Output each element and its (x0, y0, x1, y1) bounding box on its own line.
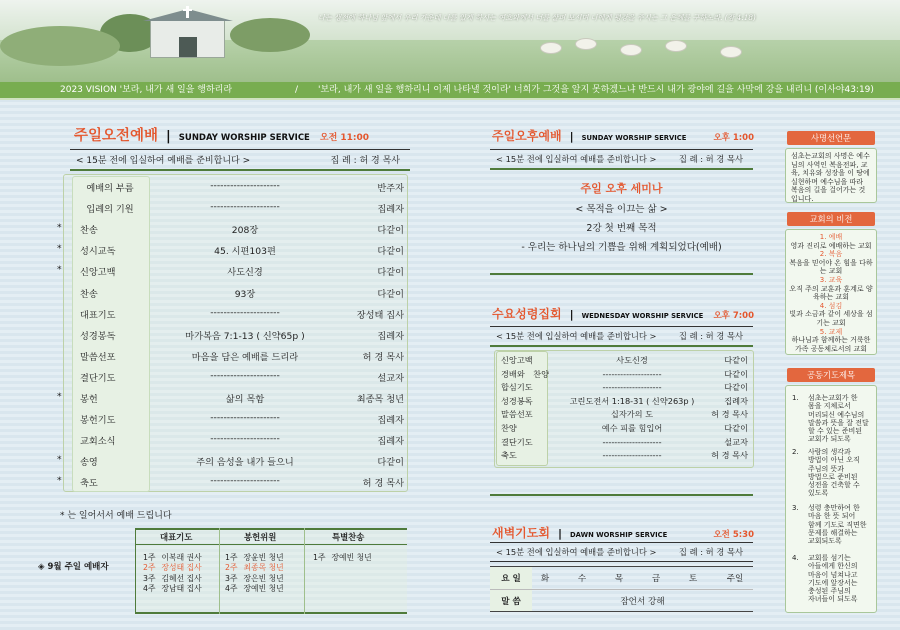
order-detail: -------------------- (602, 382, 662, 393)
prayer-number: 1. (792, 394, 799, 402)
wednesday-order-row (497, 369, 752, 381)
morning-subheader (70, 149, 410, 171)
order-person: 집례자 (377, 330, 404, 342)
member-week: 2주 (143, 563, 156, 573)
order-detail: 고린도전서 1:18-31 ( 신약263p ) (569, 395, 695, 406)
dawn-leader: 집 례 : 허 경 목사 (678, 547, 743, 557)
wednesday-leader: 집 례 : 허 경 목사 (678, 331, 743, 341)
prayer-text: 사람의 생각과 방법이 아닌 오직 주님의 뜻과 방법으로 준비된 성전을 건축할 수 있도록 (808, 448, 860, 498)
morning-title-en: SUNDAY WORSHIP SERVICE (178, 133, 310, 143)
order-detail: --------------------- (210, 201, 280, 213)
wednesday-order-row (497, 423, 752, 435)
standing-note: * 는 일어서서 예배 드립니다 (60, 511, 172, 521)
member-name: 장예빈 청년 (243, 583, 284, 593)
seminar-subtitle: < 목적을 이끄는 삶 > (575, 204, 668, 215)
morning-title-sep: | (166, 129, 171, 144)
wednesday-order-row (497, 396, 752, 408)
wednesday-prep-note: < 15분 전에 입실하여 예배를 준비합니다 > (496, 331, 657, 341)
member-name: 최종목 청년 (243, 563, 284, 573)
dawn-day: 화 (540, 574, 550, 584)
members-divider (304, 528, 305, 614)
member-week: 2주 (225, 563, 238, 573)
afternoon-title-sep: | (569, 130, 574, 143)
dawn-day: 목 (614, 574, 624, 584)
order-person: 다같이 (724, 368, 748, 379)
order-detail: 주의 음성을 내가 들으니 (196, 457, 294, 469)
vision-item-text: 영과 진리로 예배하는 교회 (790, 241, 872, 250)
order-row (40, 307, 410, 329)
sheep-image (665, 40, 687, 52)
order-person: 설교자 (377, 372, 404, 384)
mission-text: 섬초는교회의 사명은 예수님의 사역인 복음전파, 교육, 치유와 성장을 이 땅에 실현하며 예수님을 따라 복음의 길을 걸어가는 것입니다. (791, 152, 870, 203)
order-person: 설교자 (724, 436, 748, 447)
order-person: 다같이 (377, 267, 404, 279)
wednesday-title (492, 305, 754, 322)
member-entry (225, 563, 284, 573)
order-detail: --------------------- (210, 180, 280, 191)
order-row (40, 286, 410, 308)
seminar-week: 2강 첫 번째 목적 (586, 223, 657, 234)
afternoon-subheader (490, 149, 753, 170)
order-label: 신앙고백 (80, 267, 116, 279)
morning-title-ko: 주일오전예배 (74, 128, 159, 144)
order-label: 대표기도 (80, 309, 116, 321)
order-row (40, 412, 410, 434)
vision-item-head: 5. 교제 (819, 327, 843, 336)
order-person: 집례자 (724, 395, 748, 406)
member-name: 장윤빈 청년 (243, 553, 284, 562)
morning-title (74, 124, 414, 145)
member-week: 1주 (313, 553, 326, 562)
seminar-block (490, 180, 753, 253)
order-person: 다같이 (724, 382, 748, 393)
order-row (40, 201, 410, 223)
church-building-image (150, 20, 225, 58)
order-detail: 사도신경 (227, 267, 263, 279)
church-door (179, 37, 197, 57)
wednesday-order-row (497, 382, 752, 394)
dawn-title (492, 524, 754, 541)
member-entry (143, 574, 202, 584)
order-detail: 마음을 담은 예배를 드리라 (191, 351, 299, 363)
order-detail: -------------------- (602, 450, 662, 461)
wednesday-order-row (497, 450, 752, 462)
member-entry (143, 584, 202, 594)
vision-item-head: 4. 섬김 (819, 301, 843, 310)
order-detail: --------------------- (210, 475, 280, 487)
member-entry (143, 563, 202, 573)
order-detail: 45. 시편103편 (214, 246, 276, 258)
vision-quote: '보라, 내가 새 일을 행하리니 이제 나타낼 것이라' 너희가 그것을 알지 못하겠느냐 반드시 내가 광야에 길을 사막에 강을 내리니 (이사야43:19) (318, 85, 874, 95)
prayer-text: 섬초는교회가 한 몸을 지체로서 머리되신 예수님의 말씀과 뜻을 잘 전달 할 수 있는 준비된 교회가 되도록 (808, 394, 869, 444)
order-row (40, 222, 410, 244)
dawn-sermon: 잠언서 강해 (620, 597, 665, 607)
wednesday-order-row (497, 437, 752, 449)
order-detail: --------------------- (210, 433, 280, 445)
members-label: ◈ 9월 주일 예배자 (38, 562, 109, 572)
order-label: 성시교독 (80, 246, 116, 258)
sheep-image (575, 38, 597, 50)
sheep-image (620, 44, 642, 56)
order-detail: 십자가의 도 (610, 409, 654, 420)
order-row (40, 454, 410, 476)
members-header-line (135, 544, 407, 545)
order-row (40, 264, 410, 286)
members-divider (219, 528, 220, 614)
dawn-title-en: DAWN WORSHIP SERVICE (570, 531, 668, 539)
member-name: 김혜선 집사 (161, 573, 202, 583)
order-detail: -------------------- (602, 368, 662, 379)
afternoon-time: 오후 1:00 (713, 133, 754, 143)
members-special-list (313, 553, 372, 563)
member-name: 장예빈 청년 (331, 553, 372, 562)
standing-marker: * (57, 264, 62, 276)
dawn-day: 금 (651, 574, 661, 584)
order-row (40, 243, 410, 265)
vision-item-head: 2. 복음 (819, 250, 843, 259)
member-week: 3주 (225, 573, 238, 583)
order-person: 허 경 목사 (711, 409, 748, 420)
member-week: 4주 (225, 583, 238, 593)
dawn-day-label: 요 일 (501, 574, 521, 584)
order-row (40, 370, 410, 392)
sheep-image (720, 46, 742, 58)
order-label: 예배의 부름 (86, 183, 134, 194)
order-label: 말씀선포 (501, 409, 533, 420)
prayer-number: 2. (792, 448, 799, 456)
order-person: 다같이 (724, 355, 748, 365)
afternoon-title-ko: 주일오후예배 (492, 129, 562, 143)
vision-item-head: 3. 교육 (819, 275, 843, 284)
member-week: 3주 (143, 573, 156, 583)
tree-image (230, 18, 310, 52)
member-entry (225, 553, 284, 563)
order-person: 집례자 (377, 204, 404, 216)
dawn-day: 수 (577, 574, 587, 584)
vision-item-text: 복음을 믿어야 온 힘을 다하는 교회 (789, 258, 873, 276)
afternoon-end-line (490, 273, 753, 275)
member-entry (225, 584, 284, 594)
member-name: 장남태 집사 (161, 583, 202, 593)
order-row (40, 475, 410, 497)
member-name: 이복래 권사 (161, 553, 202, 562)
afternoon-title-en: SUNDAY WORSHIP SERVICE (581, 134, 687, 142)
order-detail: 사도신경 (616, 355, 648, 365)
members-header-special: 특별찬송 (332, 532, 365, 542)
member-entry (225, 574, 284, 584)
cross-icon (186, 6, 189, 18)
order-label: 입례의 기원 (86, 204, 134, 216)
member-name: 장성태 집사 (161, 563, 202, 573)
order-detail: 삶의 목함 (225, 394, 265, 405)
dawn-subheader (490, 542, 753, 562)
order-detail: --------------------- (210, 412, 280, 424)
prayer-number: 4. (792, 554, 799, 562)
dawn-sermon-label: 말 씀 (501, 597, 521, 607)
mission-title: 사명선언문 (787, 131, 875, 145)
order-detail: -------------------- (602, 436, 662, 447)
standing-marker: * (57, 391, 62, 402)
morning-leader: 집 례 : 허 경 목사 (330, 156, 400, 166)
dawn-day: 주일 (726, 574, 744, 584)
order-detail: 마가복음 7:1-13 ( 신약65p ) (185, 330, 305, 342)
vision-bar (0, 82, 900, 98)
order-detail: 208장 (231, 225, 259, 237)
wednesday-title-ko: 수요성령집회 (492, 307, 562, 321)
vision-item-text: 오직 주의 교훈과 훈계로 양육하는 교회 (789, 284, 873, 302)
standing-marker: * (57, 222, 62, 234)
order-person: 장성태 집사 (356, 309, 404, 321)
vision-item-text: 빛과 소금과 같이 세상을 섬기는 교회 (789, 310, 873, 327)
order-detail: 93장 (234, 288, 256, 300)
vision-item-text: 하나님과 함께하는 거룩한 가족 공동체로서의 교회 (791, 336, 871, 353)
member-week: 1주 (143, 553, 156, 562)
afternoon-leader: 집 례 : 허 경 목사 (678, 154, 743, 164)
order-person: 다같이 (377, 288, 404, 300)
order-person: 다같이 (377, 457, 404, 469)
order-label: 송영 (80, 457, 98, 469)
standing-marker: * (57, 243, 62, 255)
order-row (40, 349, 410, 371)
vision-box (785, 229, 877, 355)
order-detail: --------------------- (210, 306, 280, 318)
order-row (40, 391, 410, 413)
prayer-text: 교회를 섬기는 아들에게 한신의 마음이 넘쳐나고 기도에 앞장서는 충성된 주님의 자녀들이 되도록 (808, 554, 858, 604)
afternoon-prep-note: < 15분 전에 입실하여 예배를 준비합니다 > (496, 154, 657, 164)
vision-item-head: 1. 예배 (819, 233, 843, 241)
order-label: 축도 (501, 450, 517, 461)
member-entry (313, 553, 372, 563)
vision-label: 2023 VISION '보라, 내가 새 일을 행하리라 (60, 85, 233, 95)
sheep-image (540, 42, 562, 54)
afternoon-title (492, 127, 754, 144)
standing-marker: * (57, 475, 62, 487)
order-detail: --------------------- (210, 369, 280, 381)
order-row (40, 180, 410, 202)
order-label: 결단기도 (80, 372, 116, 384)
order-label: 찬송 (80, 288, 98, 300)
dawn-table (490, 566, 753, 612)
wednesday-order-row (497, 355, 752, 367)
order-row (40, 433, 410, 455)
order-person: 집례자 (377, 415, 404, 427)
wednesday-title-sep: | (569, 308, 574, 321)
order-label: 경배와 찬양 (501, 368, 549, 379)
header-banner (0, 0, 900, 82)
dawn-row-divider (490, 589, 753, 590)
prayer-box (785, 385, 877, 613)
order-person: 반주자 (377, 183, 404, 194)
order-label: 봉헌기도 (80, 415, 116, 427)
order-detail: 예수 피를 힘입어 (601, 423, 663, 433)
mission-box (785, 148, 877, 203)
order-label: 봉헌 (80, 394, 98, 405)
wednesday-end-line (490, 494, 753, 496)
prayer-number: 3. (792, 504, 799, 512)
wednesday-time: 오후 7:00 (713, 311, 754, 321)
member-week: 4주 (143, 583, 156, 593)
wednesday-order-row (497, 409, 752, 421)
members-header-offering: 봉헌위원 (244, 532, 277, 542)
order-person: 허 경 목사 (711, 450, 748, 461)
order-label: 교회소식 (80, 436, 116, 448)
standing-marker: * (57, 454, 62, 466)
wednesday-title-en: WEDNESDAY WORSHIP SERVICE (581, 312, 704, 320)
order-row (40, 328, 410, 350)
order-person: 최종목 청년 (356, 394, 404, 405)
vision-separator: / (295, 85, 299, 95)
order-label: 합심기도 (501, 382, 533, 393)
dawn-title-sep: | (557, 527, 562, 540)
members-prayer-list (143, 553, 202, 594)
order-label: 축도 (80, 478, 98, 490)
order-label: 말씀선포 (80, 351, 116, 363)
order-label: 찬송 (80, 225, 98, 237)
order-label: 성경봉독 (501, 395, 533, 406)
dawn-title-ko: 새벽기도회 (492, 526, 550, 540)
prayer-text: 성령 충만하여 한 마음 한 뜻 되어 함께 기도로 직면한 문제를 해결하는 교회되도록 (808, 504, 867, 546)
morning-time: 오전 11:00 (319, 133, 370, 143)
prayer-title: 공동기도제목 (787, 368, 875, 382)
order-person: 다같이 (724, 423, 748, 433)
member-week: 1주 (225, 553, 238, 562)
vision-title: 교회의 비전 (787, 212, 875, 226)
order-person: 다같이 (377, 225, 404, 237)
order-person: 허 경 목사 (362, 478, 404, 490)
order-label: 성경봉독 (80, 330, 116, 342)
order-label: 결단기도 (501, 436, 533, 447)
seminar-title: 주일 오후 세미나 (580, 182, 663, 195)
order-person: 다같이 (377, 246, 404, 258)
wednesday-subheader (490, 326, 753, 347)
members-offering-list (225, 553, 284, 594)
dawn-day: 토 (688, 574, 698, 584)
dawn-time: 오전 5:30 (713, 530, 754, 540)
order-person: 허 경 목사 (362, 351, 404, 363)
order-label: 신앙고백 (501, 355, 533, 365)
header-verse: 나는 생전에 하나님 앞에서 우리 가운데 나를 있게 하시는 여호와께서 너를 살펴 보시며 나에게 평강을 주시는 그 은혜를 구하노라. (잠 4:18) (318, 13, 756, 22)
members-header-prayer: 대표기도 (160, 532, 193, 542)
member-entry (143, 553, 202, 563)
seminar-description: - 우리는 하나님의 기쁨을 위해 계획되었다(예배) (521, 242, 722, 253)
tree-image (0, 26, 120, 66)
order-person: 집례자 (377, 436, 404, 448)
members-divider (135, 528, 136, 614)
morning-prep-note: < 15분 전에 입실하여 예배를 준비합니다 > (76, 156, 251, 166)
dawn-prep-note: < 15분 전에 입실하여 예배를 준비합니다 > (496, 547, 657, 557)
header-rule (0, 98, 900, 100)
member-name: 장은빈 청년 (243, 573, 284, 583)
order-label: 찬양 (501, 423, 517, 433)
